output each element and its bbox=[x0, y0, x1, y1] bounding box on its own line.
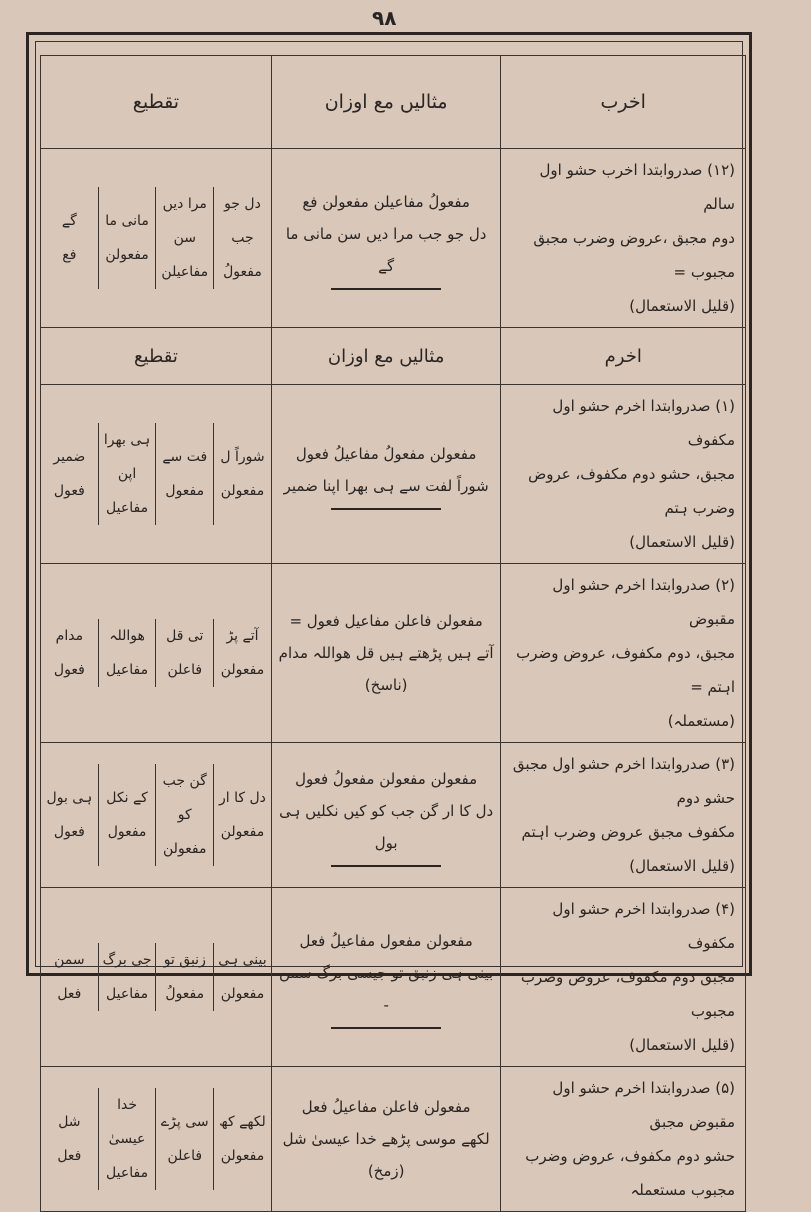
example-meter: مفعولن فاعلن مفاعیلُ فعل bbox=[301, 1098, 471, 1116]
scansion-foot bbox=[41, 187, 98, 289]
scansion-meter: مفعولن bbox=[220, 824, 265, 840]
example-line: لکھے موسی پڑھے خدا عیسیٰ شل (زمخ) bbox=[282, 1130, 490, 1180]
example-cell bbox=[271, 149, 501, 328]
separator-line bbox=[331, 1027, 441, 1029]
separator-line bbox=[331, 288, 441, 290]
prosody-table bbox=[40, 55, 746, 1212]
example-meter: مفعولن فاعلن مفاعیل فعول = bbox=[289, 612, 483, 630]
definition-cell bbox=[501, 888, 746, 1067]
scansion-cell bbox=[41, 564, 272, 743]
scansion-word: شوراً ل bbox=[220, 449, 265, 465]
header-scansion: تقطیع bbox=[41, 328, 272, 385]
example-meter: مفعولُ مفاعیلن مفعولن فع bbox=[302, 193, 470, 211]
section2-row bbox=[41, 743, 746, 888]
scansion-foot bbox=[98, 943, 156, 1011]
scansion-word: مانی ما bbox=[105, 213, 149, 229]
definition-line: (۱) صدروابتدا اخرم حشو اول مکفوف bbox=[552, 397, 735, 449]
scansion-foot bbox=[155, 423, 213, 525]
definition-line: مکفوف مجبق عروض وضرب اہتم bbox=[521, 823, 735, 841]
header-examples: مثالیں مع اوزان bbox=[271, 56, 501, 149]
scansion-foot bbox=[155, 187, 213, 289]
scansion-word: دل کا ار bbox=[219, 790, 266, 806]
example-cell bbox=[271, 1067, 501, 1212]
example-meter: مفعولن مفعولُ مفاعیلُ فعول bbox=[295, 445, 477, 463]
separator-line bbox=[331, 508, 441, 510]
scansion-meter: فعل bbox=[57, 986, 82, 1002]
scansion-meter: مفاعیل bbox=[106, 662, 149, 678]
scansion-word: سمن bbox=[54, 952, 85, 968]
definition-line: (۵) صدروابتدا اخرم حشو اول مقبوض مجبق bbox=[552, 1079, 735, 1131]
separator-line bbox=[331, 865, 441, 867]
definition-line: دوم مجبق ،عروض وضرب مجبق مجبوب = bbox=[533, 229, 735, 281]
scansion-meter: مفعول bbox=[107, 824, 147, 840]
page-number: ۹۸ bbox=[372, 6, 397, 30]
scansion-word: شل bbox=[58, 1114, 81, 1130]
scansion-word: دل جو جب bbox=[224, 196, 261, 246]
scansion-foot bbox=[98, 423, 156, 525]
scansion-word: جی برگ bbox=[102, 952, 152, 968]
scansion-cell bbox=[41, 1067, 272, 1212]
example-meter: مفعولن مفعول مفاعیلُ فعل bbox=[299, 932, 473, 950]
scansion-word: بینی ہی bbox=[218, 952, 267, 968]
definition-line: (مستعملہ) bbox=[667, 712, 735, 730]
example-line: آتے ہیں پڑھتے ہیں قل ھواللہ مدام bbox=[278, 644, 494, 662]
scansion-word: ضمیر bbox=[53, 449, 86, 465]
scansion-meter: مفعولن bbox=[220, 483, 265, 499]
scansion-word: مرا دیں سن bbox=[162, 196, 207, 246]
scansion-foot bbox=[98, 1088, 156, 1190]
scansion-foot bbox=[98, 187, 156, 289]
definition-line: (۴) صدروابتدا اخرم حشو اول مکفوف bbox=[552, 900, 735, 952]
scansion-word: ھواللہ bbox=[109, 628, 145, 644]
scansion-foot bbox=[213, 423, 271, 525]
scansion-foot bbox=[213, 619, 271, 687]
scansion-meter: فاعلن bbox=[167, 662, 203, 678]
header-examples: مثالیں مع اوزان bbox=[271, 328, 501, 385]
scansion-meter: مفعولن bbox=[220, 986, 265, 1002]
example-cell bbox=[271, 743, 501, 888]
scansion-foot bbox=[98, 764, 156, 866]
header-akhram: اخرم bbox=[501, 328, 746, 385]
section2-row bbox=[41, 888, 746, 1067]
scansion-foot bbox=[155, 764, 213, 866]
section2-row bbox=[41, 564, 746, 743]
scansion-meter: مفعولُ bbox=[165, 986, 205, 1002]
scansion-word: سی پڑے bbox=[160, 1114, 209, 1130]
section1-row bbox=[41, 149, 746, 328]
scansion-word: زنبق تو bbox=[163, 952, 206, 968]
scansion-word: مدام bbox=[55, 628, 84, 644]
scansion-meter: مفعولن bbox=[163, 841, 207, 857]
scansion-word: آتے پڑ bbox=[226, 628, 259, 644]
scansion-meter: فعل bbox=[57, 1148, 82, 1164]
scansion-word: گے bbox=[61, 213, 77, 229]
definition-cell bbox=[501, 1067, 746, 1212]
scansion-cell bbox=[41, 149, 272, 328]
definition-line: (قلیل الاستعمال) bbox=[629, 1036, 735, 1054]
header-akhrab: اخرب bbox=[501, 56, 746, 149]
example-line: دل کا ار گن جب کو کیں نکلیں ہی بول bbox=[279, 802, 494, 852]
example-line: شوراً لفت سے ہی بھرا اپنا ضمیر bbox=[283, 477, 489, 495]
example-cell bbox=[271, 564, 501, 743]
definition-line: مجبق دوم مکفوف، عروض وضرب مجبوب bbox=[520, 968, 735, 1020]
scansion-foot bbox=[213, 1088, 271, 1190]
scansion-foot bbox=[41, 764, 98, 866]
scansion-word: کے نکل bbox=[106, 790, 148, 806]
definition-cell bbox=[501, 385, 746, 564]
definition-line: مجبق، دوم مکفوف، عروض وضرب اہتم = bbox=[516, 644, 735, 696]
scansion-foot bbox=[41, 1088, 98, 1190]
scansion-cell bbox=[41, 385, 272, 564]
definition-line: حشو دوم مکفوف، عروض وضرب مجبوب مستعملہ bbox=[525, 1147, 735, 1199]
example-line: دل جو جب مرا دیں سن مانی ما گے bbox=[285, 225, 487, 275]
scansion-word: فت سے bbox=[162, 449, 208, 465]
definition-line: (۲) صدروابتدا اخرم حشو اول مقبوض bbox=[552, 576, 735, 628]
scansion-meter: مفاعیلن bbox=[161, 264, 209, 280]
scansion-word: تی قل bbox=[166, 628, 204, 644]
scansion-word: گن جب کو bbox=[162, 773, 207, 823]
scansion-meter: مفعول bbox=[165, 483, 205, 499]
scansion-word: ہی بول bbox=[46, 790, 93, 806]
scansion-word: خدا عیسیٰ bbox=[108, 1097, 146, 1147]
scansion-meter: فعول bbox=[53, 824, 85, 840]
section2-row bbox=[41, 385, 746, 564]
scansion-word: ہی بھرا اپن bbox=[103, 432, 151, 482]
scansion-meter: مفعولن bbox=[220, 662, 265, 678]
scansion-meter: مفعولن bbox=[105, 247, 149, 263]
scansion-meter: مفعولن bbox=[220, 1148, 265, 1164]
scansion-meter: فاعلن bbox=[167, 1148, 203, 1164]
scansion-meter: مفعولُ bbox=[223, 264, 262, 280]
scansion-foot bbox=[155, 1088, 213, 1190]
definition-line: (۱۲) صدروابتدا اخرب حشو اول سالم bbox=[539, 161, 735, 213]
scansion-foot bbox=[155, 619, 213, 687]
definition-line: (۳) صدروابتدا اخرم حشو اول مجبق حشو دوم bbox=[512, 755, 735, 807]
scansion-meter: فع bbox=[62, 247, 77, 263]
scansion-foot bbox=[41, 423, 98, 525]
definition-cell bbox=[501, 743, 746, 888]
example-cell bbox=[271, 385, 501, 564]
poet-note: (ناسخ) bbox=[364, 676, 408, 694]
scansion-cell bbox=[41, 743, 272, 888]
section2-row bbox=[41, 1067, 746, 1212]
scansion-meter: فعول bbox=[53, 662, 85, 678]
scansion-foot bbox=[213, 187, 271, 289]
scansion-cell bbox=[41, 888, 272, 1067]
scansion-foot bbox=[41, 943, 98, 1011]
scansion-foot bbox=[98, 619, 156, 687]
definition-cell bbox=[501, 149, 746, 328]
definition-line: (قلیل الاستعمال) bbox=[629, 857, 735, 875]
scansion-meter: مفاعیل bbox=[106, 500, 149, 516]
scansion-foot bbox=[41, 619, 98, 687]
definition-line: (قلیل الاستعمال) bbox=[629, 533, 735, 551]
header-scansion: تقطیع bbox=[41, 56, 272, 149]
scansion-meter: فعول bbox=[53, 483, 85, 499]
scansion-foot bbox=[213, 764, 271, 866]
scansion-word: لکھے کھ bbox=[219, 1114, 266, 1130]
example-cell bbox=[271, 888, 501, 1067]
section2-header-row bbox=[41, 328, 746, 385]
scansion-foot bbox=[213, 943, 271, 1011]
definition-line: (قلیل الاستعمال) bbox=[629, 297, 735, 315]
definition-line: مجبق، حشو دوم مکفوف، عروض وضرب ہتم bbox=[528, 465, 735, 517]
definition-cell bbox=[501, 564, 746, 743]
example-line: بینی ہی زنبق تو جیسی برگ سمن - bbox=[279, 964, 494, 1014]
example-meter: مفعولن مفعولن مفعولُ فعول bbox=[295, 770, 478, 788]
scansion-meter: مفاعیل bbox=[106, 1165, 149, 1181]
section1-header-row bbox=[41, 56, 746, 149]
scansion-foot bbox=[155, 943, 213, 1011]
scansion-meter: مفاعیل bbox=[106, 986, 149, 1002]
